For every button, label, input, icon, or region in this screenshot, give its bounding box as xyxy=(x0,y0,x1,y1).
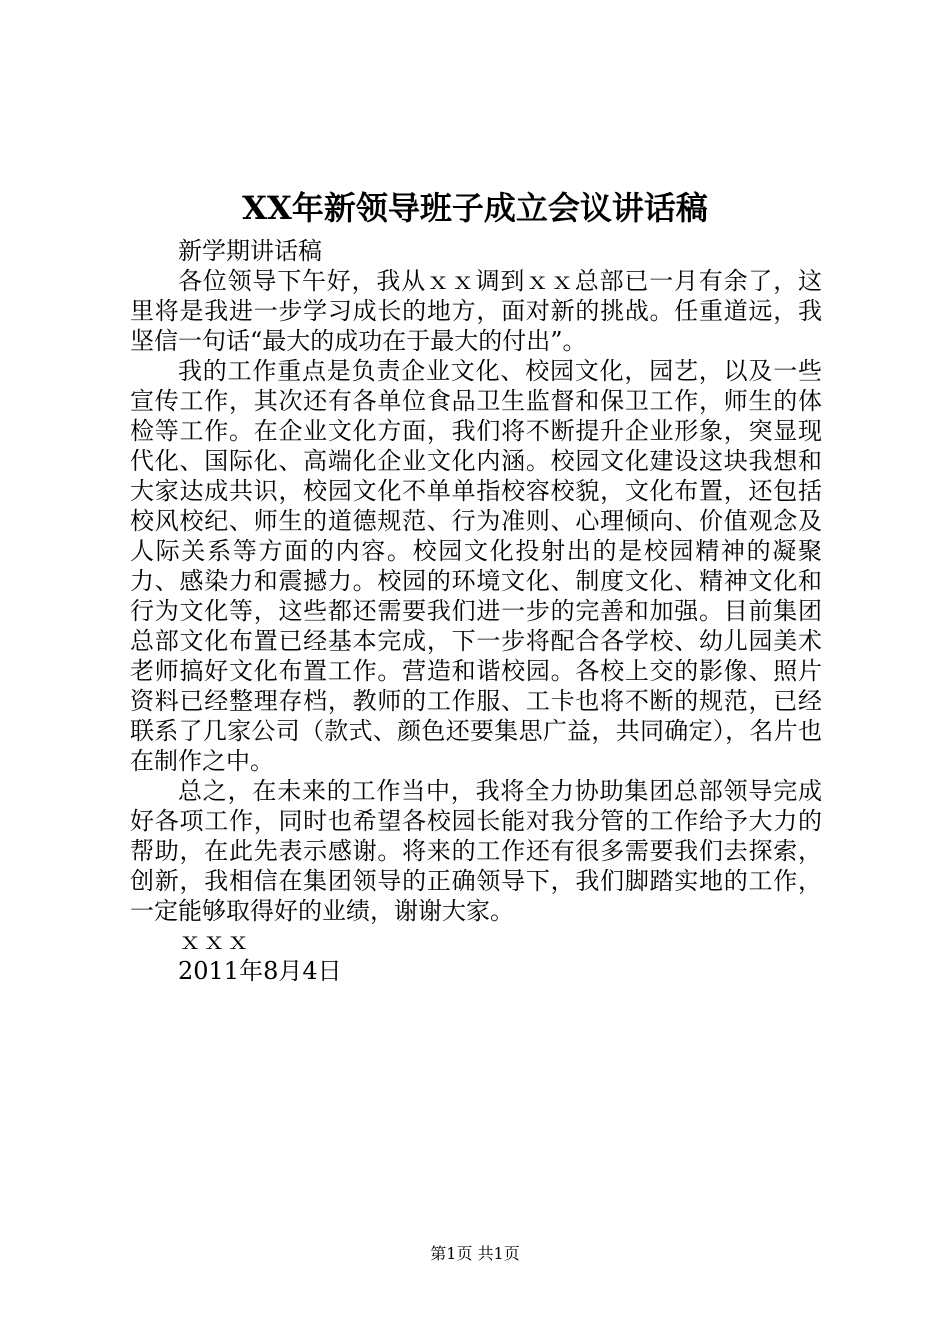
paragraph-greeting: 各位领导下午好，我从ｘｘ调到ｘｘ总部已一月有余了，这里将是我进一步学习成长的地方，面对新的挑战。任重道远，我坚信一句话“最大的成功在于最大的付出”。 xyxy=(130,267,822,355)
paragraph-conclusion: 总之，在未来的工作当中，我将全力协助集团总部领导完成好各项工作，同时也希望各校园长能对我分管的工作给予大力的帮助，在此先表示感谢。将来的工作还有很多需要我们去探索，创新，我相信在集团领导的正确领导下，我们脚踏实地的工作，一定能够取得好的业绩，谢谢大家。 xyxy=(130,777,822,925)
signature: ｘｘｘ xyxy=(178,927,250,955)
document-title: XX年新领导班子成立会议讲话稿 xyxy=(242,189,708,227)
document-body xyxy=(130,236,822,986)
page-footer: 第1页 共1页 xyxy=(430,1244,520,1263)
date: 2011年8月4日 xyxy=(178,957,342,985)
paragraph-work-focus: 我的工作重点是负责企业文化、校园文化，园艺，以及一些宣传工作，其次还有各单位食品卫生监督和保卫工作，师生的体检等工作。在企业文化方面，我们将不断提升企业形象，突显现代化、国际化、高端化企业文化内涵。校园文化建设这块我想和大家达成共识，校园文化不单单指校容校貌，文化布置，还包括校风校纪、师生的道德规范、行为准则、心理倾向、价值观念及人际关系等方面的内容。校园文化投射出的是校园精神的凝聚力、感染力和震撼力。校园的环境文化、制度文化、精神文化和行为文化等，这些都还需要我们进一步的完善和加强。目前集团总部文化布置已经基本完成，下一步将配合各学校、幼儿园美术老师搞好文化布置工作。营造和谐校园。各校上交的影像、照片资料已经整理存档，教师的工作服、工卡也将不断的规范，已经联系了几家公司（款式、颜色还要集思广益，共同确定），名片也在制作之中。 xyxy=(130,357,822,775)
paragraph-subtitle: 新学期讲话稿 xyxy=(178,237,322,265)
